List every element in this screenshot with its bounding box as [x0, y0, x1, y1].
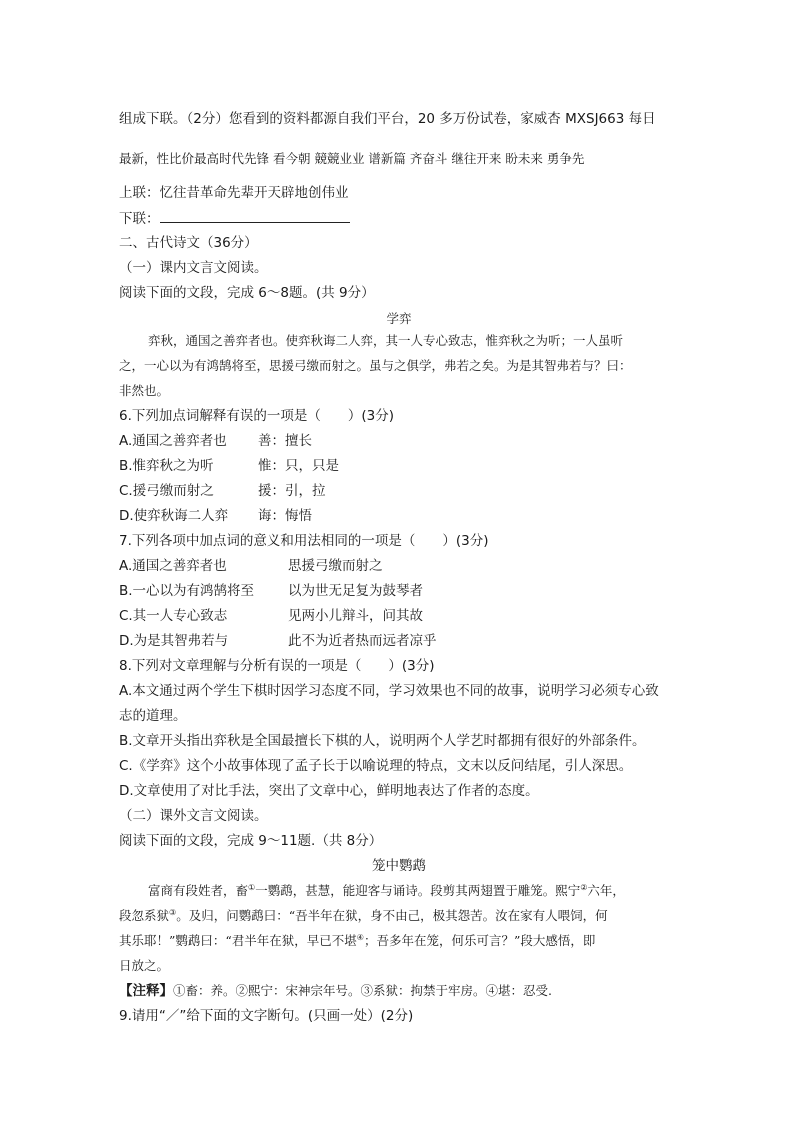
q7-option [119, 557, 679, 575]
option-left: C.援弓缴而射之 [119, 483, 214, 499]
passage2-title: 笼中鹦鹉 [372, 858, 426, 874]
q9-stem: 9.请用“／”给下面的文字断句。(只画一处）(2分) [119, 1008, 414, 1024]
q8-option: D.文章使用了对比手法，突出了文章中心，鲜明地表达了作者的态度。 [119, 783, 539, 799]
q6-option [119, 432, 679, 450]
passage1-title: 学弈 [386, 311, 412, 326]
option-right: 此不为近者热而远者凉乎 [288, 633, 437, 649]
q7-option [119, 632, 679, 650]
q8-option: B.文章开头指出弈秋是全国最擅长下棋的人，说明两个人学艺时都拥有很好的外部条件。 [119, 733, 646, 749]
q6-option [119, 482, 679, 500]
passage2-text: 其乐耶！”鹦鹉曰：“君半年在狱，早已不堪 [119, 933, 357, 948]
footnote-mark: ④ [356, 932, 364, 942]
option-right: 善：擅长 [258, 433, 312, 449]
option-right: 见两小儿辩斗，问其故 [288, 608, 423, 624]
option-left: A.通国之善弈者也 [119, 558, 227, 574]
q7-stem: 7.下列各项中加点词的意义和用法相同的一项是（ ）(3分) [119, 533, 489, 549]
notes-text: ①畜：养。②熙宁：宋神宗年号。③系狱：拘禁于牢房。④堪：忍受. [173, 983, 552, 998]
option-left: A.通国之善弈者也 [119, 433, 227, 449]
couplet-lower [119, 209, 679, 228]
q6-option [119, 457, 679, 475]
q6-stem: 6.下列加点词解释有误的一项是（ ）(3分) [119, 408, 395, 424]
header-line-1: 组成下联。（2分）您看到的资料都源自我们平台，20 多万份试卷，家威杏 MXSJ663 每日 [119, 111, 656, 127]
option-left: B.惟弈秋之为听 [119, 458, 214, 474]
couplet-lower-label: 下联： [119, 211, 160, 227]
q8-option: 志的道理。 [119, 708, 187, 724]
part1-heading: （一）课内文言文阅读。 [119, 260, 268, 276]
passage2-line [119, 932, 679, 950]
option-left: C.其一人专心致志 [119, 608, 228, 624]
header-line-2: 最新，性比价最高时代先锋 看今朝 競競业业 谱新篇 齐奋斗 继往开来 盼未来 勇争先 [119, 151, 585, 166]
section-heading: 二、古代诗文（36分） [119, 235, 258, 251]
option-right: 以为世无足复为鼓琴者 [288, 583, 423, 599]
part2-heading: （二）课外文言文阅读。 [119, 808, 268, 824]
answer-blank[interactable] [160, 209, 350, 223]
passage1-line: 非然也。 [119, 383, 170, 398]
passage2-line [148, 882, 679, 900]
option-right: 思援弓缴而射之 [288, 558, 383, 574]
option-left: B.一心以为有鸿鹄将至 [119, 583, 255, 599]
passage2-text: 六年， [587, 883, 625, 898]
passage2-text: 富商有段姓者，畜 [148, 883, 249, 898]
q7-option [119, 607, 679, 625]
notes [119, 982, 679, 1000]
option-right: 诲：悔悟 [258, 508, 312, 524]
passage2-line: 日放之。 [119, 958, 170, 973]
passage2-text: 段忽系狱 [119, 908, 170, 923]
q7-option [119, 582, 679, 600]
q8-stem: 8.下列对文章理解与分析有误的一项是（ ）(3分) [119, 658, 435, 674]
passage2-text: 一鹦鹉，甚慧，能迎客与诵诗。段剪其两翅置于雕笼。熙宁 [255, 883, 581, 898]
option-right: 惟：只，只是 [258, 458, 339, 474]
footnote-mark: ③ [169, 907, 177, 917]
option-left: D.为是其智弗若与 [119, 633, 229, 649]
notes-tag: 【注释】 [119, 983, 173, 999]
q8-option: C.《学弈》这个小故事体现了孟子长于以喻说理的特点，文末以反问结尾，引人深思。 [119, 758, 633, 774]
part2-intro: 阅读下面的文段，完成 9～11题.（共 8分） [119, 833, 383, 849]
part1-intro: 阅读下面的文段，完成 6～8题。(共 9分） [119, 285, 375, 301]
q8-option: A.本文通过两个学生下棋时因学习态度不同，学习效果也不同的故事，说明学习必须专心致 [119, 683, 659, 699]
q6-option [119, 507, 679, 525]
passage1-line: 之，一心以为有鸿鹄将至，思援弓缴而射之。虽与之俱学，弗若之矣。为是其智弗若与？曰： [119, 358, 632, 373]
option-left: D.使弈秋诲二人弈 [119, 508, 229, 524]
passage2-text: 。及归，问鹦鹉曰：“吾半年在狱，身不由己，极其怨苦。汝在家有人喂饲，何 [176, 908, 608, 923]
passage2-text: ；吾多年在笼，何乐可言？”段大感悟，即 [363, 933, 596, 948]
passage1-line: 弈秋，通国之善弈者也。使弈秋诲二人弈，其一人专心致志，惟弈秋之为听；一人虽听 [148, 333, 624, 348]
footnote-mark: ① [248, 882, 256, 892]
couplet-upper: 上联：忆往昔革命先辈开天辟地创伟业 [119, 185, 349, 201]
footnote-mark: ② [580, 882, 588, 892]
option-right: 援：引，拉 [258, 483, 326, 499]
passage2-line [119, 907, 679, 925]
